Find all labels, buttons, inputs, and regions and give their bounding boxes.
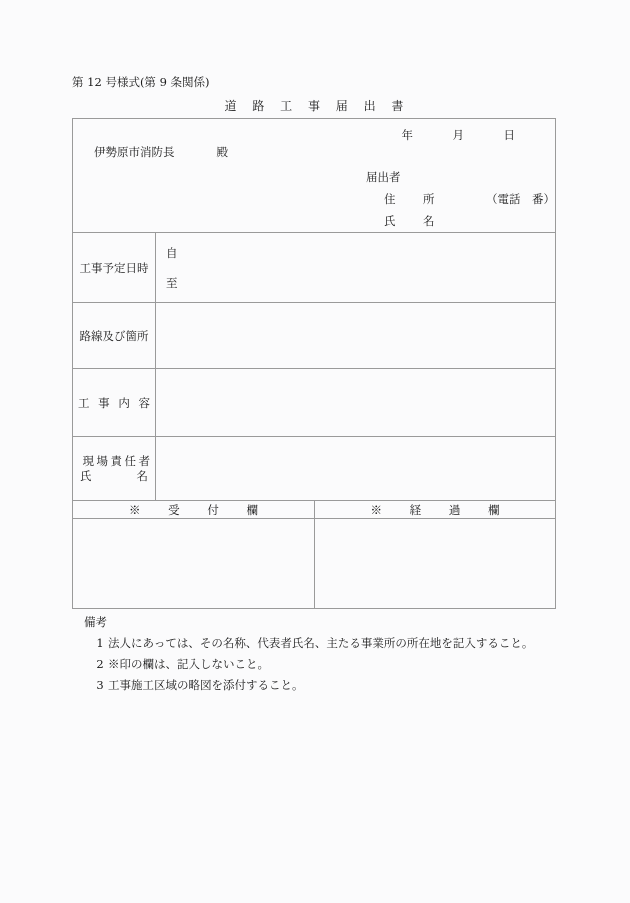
form-number: 第 12 号様式(第 9 条関係): [72, 75, 210, 89]
name-line: [384, 213, 443, 229]
value-route-location[interactable]: [156, 303, 555, 368]
address-line: [384, 191, 555, 207]
notes-title: 備考: [84, 615, 107, 629]
value-progress-column[interactable]: [315, 519, 555, 608]
notes-section: [84, 612, 564, 696]
document-title: 道 路 工 事 届 出 書: [224, 99, 410, 113]
site-manager-label-line1: 現場責任者: [82, 453, 153, 468]
note-item: [84, 633, 564, 654]
row-construction-content: [73, 368, 555, 436]
applicant-label: 届出者: [366, 170, 401, 184]
name-label: 氏 名: [384, 214, 443, 228]
note-text: 工事施工区域の略図を添付すること。: [108, 678, 304, 692]
addressee-line: [94, 144, 228, 160]
value-construction-schedule[interactable]: [156, 233, 555, 302]
value-construction-content[interactable]: [156, 369, 555, 436]
date-line: 年 月 日: [401, 128, 529, 142]
note-item: [84, 675, 564, 696]
value-receipt-column[interactable]: [73, 519, 315, 608]
form-table: [72, 118, 556, 609]
header-receipt-column: ※ 受 付 欄: [73, 501, 315, 518]
site-manager-label-stack: [73, 454, 155, 484]
value-site-manager[interactable]: [156, 437, 555, 500]
row-site-manager: [73, 436, 555, 500]
label-construction-content: 工 事 内 容: [73, 369, 156, 436]
telephone-label: （電話 番）: [486, 192, 555, 206]
site-manager-label-line2: [80, 469, 148, 484]
label-construction-schedule: 工事予定日時: [73, 233, 156, 302]
row-route-location: [73, 302, 555, 368]
label-route-location: 路線及び箇所: [73, 303, 156, 368]
site-manager-name-right: 名: [136, 468, 148, 483]
addressee-text: 伊勢原市消防長: [94, 145, 175, 159]
label-site-manager: [73, 437, 156, 500]
header-block-row: [73, 119, 555, 232]
note-number: 2: [96, 657, 104, 671]
site-manager-name-left: 氏: [80, 468, 92, 483]
note-number: 1: [96, 636, 104, 650]
header-progress-column: ※ 経 過 欄: [370, 502, 512, 517]
note-text: 法人にあっては、その名称、代表者氏名、主たる事業所の所在地を記入すること。: [108, 636, 534, 650]
row-section-headers: [73, 500, 555, 518]
honorific-text: 殿: [216, 145, 228, 159]
note-item: [84, 654, 564, 675]
note-number: 3: [96, 678, 104, 692]
row-section-bodies: [73, 518, 555, 608]
to-label: 至: [166, 276, 178, 290]
from-label: 自: [166, 246, 178, 260]
row-construction-schedule: [73, 232, 555, 302]
address-label: 住 所: [384, 192, 443, 206]
note-text: ※印の欄は、記入しないこと。: [108, 657, 269, 671]
